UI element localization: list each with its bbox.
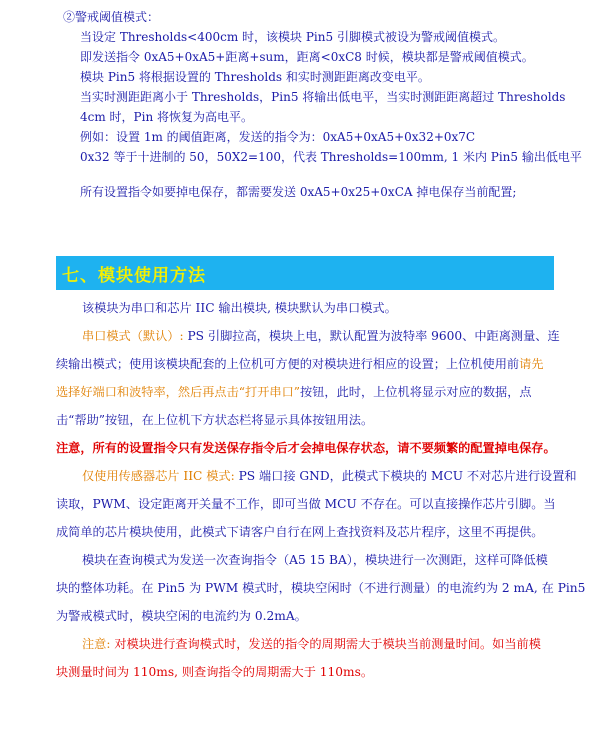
section-line: 4cm 时，Pin 将恢复为高电平。	[80, 110, 254, 124]
section-line: 当设定 Thresholds<400cm 时，该模块 Pin5 引脚模式被设为警戒阈值模式。	[80, 30, 505, 44]
serial-mode-label: 串口模式（默认）:	[82, 329, 188, 343]
serial-mode-text: PS 引脚拉高，模块上电，默认配置为波特率 9600、中距离测量、连	[187, 329, 560, 343]
chapter-heading-bar	[56, 256, 554, 290]
paragraph-iic-line-3: 成简单的芯片模块使用，此模式下请客户自行在网上查找资料及芯片程序，这里不再提供。	[56, 525, 544, 539]
section-line: 当实时测距距离小于 Thresholds，Pin5 将输出低电平，当实时测距距离超过 Thresholds	[80, 90, 566, 104]
query-note-text: 对模块进行查询模式时，发送的指令的周期需大于模块当前测量时间。如当前模	[114, 637, 541, 651]
paragraph-intro: 该模块为串口和芯片 IIC 输出模块, 模块默认为串口模式。	[82, 301, 397, 315]
paragraph-serial-line-3	[56, 383, 532, 400]
section-line: 所有设置指令如要掉电保存，都需要发送 0xA5+0x25+0xCA 掉电保存当前配置;	[80, 185, 517, 199]
serial-mode-text: 续输出模式；使用该模块配套的上位机可方便的对模块进行相应的设置；上位机使用前	[56, 357, 520, 371]
paragraph-serial-line-4: 击“帮助”按钮，在上位机下方状态栏将显示具体按钮用法。	[56, 413, 374, 427]
paragraph-iic-line-1	[82, 467, 577, 484]
paragraph-query-line-1: 模块在查询模式为发送一次查询指令（A5 15 BA），模块进行一次测距，这样可降低模	[82, 553, 548, 567]
paragraph-query-note-line-2: 块测量时间为 110ms, 则查询指令的周期需大于 110ms。	[56, 665, 374, 679]
paragraph-iic-line-2: 读取，PWM、设定距离开关量不工作，即可当做 MCU 不存在。可以直接操作芯片引脚。当	[56, 497, 556, 511]
chapter-title: 七、模块使用方法	[62, 266, 206, 286]
serial-mode-highlight: 选择好端口和波特率，然后再点击“打开串口”	[56, 385, 301, 399]
section-line: 即发送指令 0xA5+0xA5+距离+sum，距离<0xC8 时候，模块都是警戒阈值模式。	[80, 50, 534, 64]
iic-mode-label: 仅使用传感器芯片 IIC 模式:	[82, 469, 239, 483]
serial-mode-highlight: 请先	[519, 357, 544, 371]
serial-mode-text: 按钮，此时，上位机将显示对应的数据，点	[300, 385, 532, 399]
section-heading: ②警戒阈值模式：	[63, 10, 160, 24]
iic-mode-text: PS 端口接 GND，此模式下模块的 MCU 不对芯片进行设置和	[238, 469, 577, 483]
paragraph-serial-line-1	[82, 327, 560, 344]
paragraph-query-line-2: 块的整体功耗。在 Pin5 为 PWM 模式时，模块空闲时（不进行测量）的电流约为 2 mA, 在 Pin5	[56, 581, 586, 595]
paragraph-serial-line-2	[56, 355, 544, 372]
query-note-label: 注意:	[82, 637, 115, 651]
section-line: 例如：设置 1m 的阈值距离，发送的指令为：0xA5+0xA5+0x32+0x7C	[80, 130, 476, 144]
section-line: 0x32 等于十进制的 50，50X2=100，代表 Thresholds=100mm, 1 米内 Pin5 输出低电平	[80, 150, 582, 164]
paragraph-query-note-line-1	[82, 635, 541, 652]
section-line: 模块 Pin5 将根据设置的 Thresholds 和实时测距距离改变电平。	[80, 70, 430, 84]
paragraph-query-line-3: 为警戒模式时，模块空闲的电流约为 0.2mA。	[56, 609, 307, 623]
save-warning-note: 注意，所有的设置指令只有发送保存指令后才会掉电保存状态，请不要频繁的配置掉电保存。	[56, 441, 556, 455]
